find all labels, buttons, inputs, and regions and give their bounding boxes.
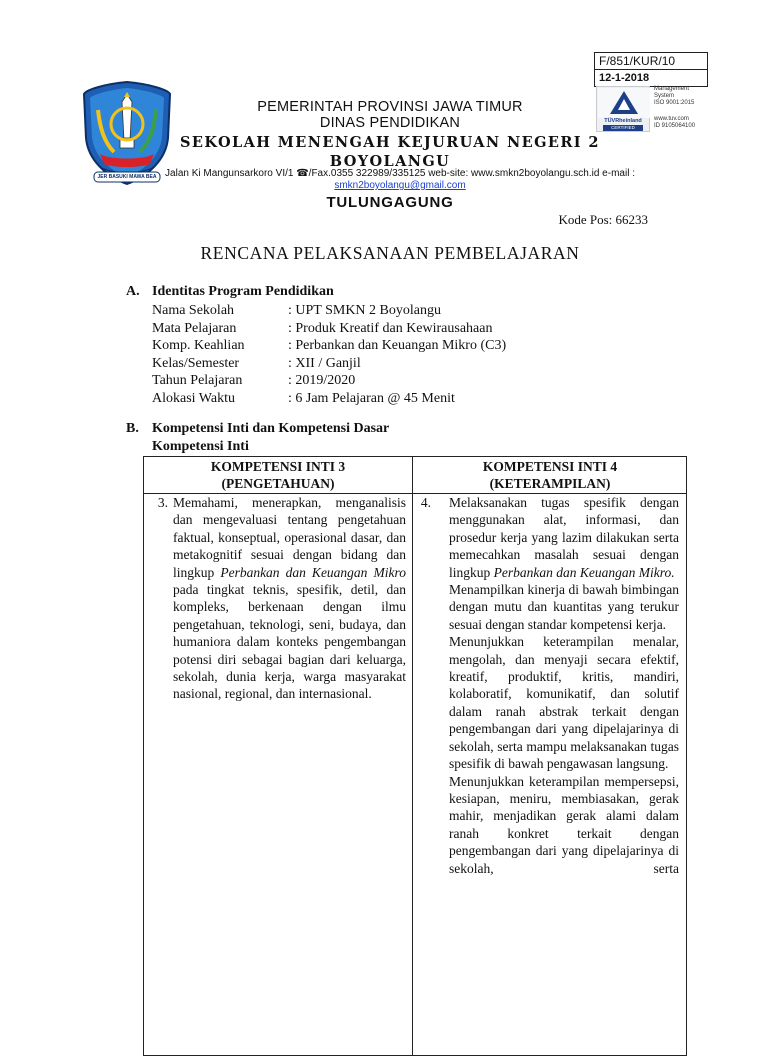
form-code: F/851/KUR/10 (595, 53, 707, 70)
competency-table (143, 456, 687, 1056)
cert-badge-label: CERTIFIED (603, 125, 643, 131)
form-date: 12-1-2018 (599, 72, 650, 84)
ki3-text-part: Memahami, menerapkan, menganalisis dan mengevaluasi tentang pengetahuan faktual, konseptual, operasional dasar, dan metakognitif sesuai dengan bidang dan lingkup (173, 495, 406, 580)
identity-row (152, 337, 506, 355)
address-line: Jalan Ki Mangunsarkoro VI/1 ☎/Fax.0355 322989/335125 web-site: www.smkn2boyolangu.sch.id e-mail : (165, 168, 635, 179)
identity-value: : XII / Ganjil (288, 355, 361, 371)
section-title: Identitas Program Pendidikan (152, 284, 334, 299)
section-letter: A. (126, 284, 140, 299)
column-header-ki3 (144, 458, 412, 492)
identity-row (152, 390, 506, 408)
identity-label: Tahun Pelajaran (152, 373, 243, 389)
cert-line: System (654, 93, 675, 99)
section-letter: B. (126, 421, 139, 436)
section-b-heading (126, 421, 389, 437)
emblem-motto: JER BASUKI MAWA BEA (97, 174, 157, 180)
ki4-paragraph: Menampilkan kinerja di bawah bimbingan dengan mutu dan kuantitas yang terukur sesuai dengan standar kompetensi kerja. (449, 582, 679, 632)
identity-value: : Perbankan dan Keuangan Mikro (C3) (288, 338, 507, 354)
cert-line: ISO 9001:2015 (654, 100, 695, 106)
identity-label: Alokasi Waktu (152, 390, 235, 406)
identity-value: : 6 Jam Pelajaran @ 45 Menit (288, 390, 455, 406)
tuv-rheinland-certified-badge-icon (596, 86, 650, 132)
item-number: 4. (420, 495, 431, 510)
form-code-box (594, 52, 708, 87)
city-name: TULUNGAGUNG (326, 194, 454, 211)
school-address (150, 168, 650, 192)
cert-text (654, 86, 706, 130)
school-name-line2: BOYOLANGU (329, 153, 451, 170)
school-name-line1: SEKOLAH MENENGAH KEJURUAN NEGERI 2 (180, 134, 600, 151)
column-subtitle: (KETERAMPILAN) (489, 476, 611, 491)
identity-value: : UPT SMKN 2 Boyolangu (288, 303, 441, 318)
cert-id: ID 9105064100 (654, 123, 696, 129)
certification-badge (596, 86, 706, 132)
identity-label: Komp. Keahlian (152, 338, 245, 354)
item-number: 3. (157, 495, 168, 510)
department-name: DINAS PENDIDIKAN (319, 115, 461, 131)
government-name: PEMERINTAH PROVINSI JAWA TIMUR (257, 99, 523, 115)
column-subtitle: (PENGETAHUAN) (221, 476, 335, 491)
section-title: Kompetensi Inti dan Kompetensi Dasar (152, 421, 390, 436)
identity-row (152, 355, 506, 373)
section-a-heading (126, 284, 334, 300)
ki4-text-part: Melaksanakan tugas spesifik dengan menggunakan alat, informasi, dan prosedur kerja yang lazim dilakukan serta memecahkan masalah sesuai dengan lingkup (449, 495, 679, 580)
column-title: KOMPETENSI INTI 4 (482, 459, 618, 474)
identity-row (152, 372, 506, 390)
ki3-text (173, 494, 406, 703)
identity-list (152, 302, 506, 408)
column-divider (412, 457, 413, 1055)
identity-label: Kelas/Semester (152, 355, 240, 371)
column-header-ki4 (413, 458, 687, 492)
identity-row (152, 320, 506, 338)
ki4-paragraph: Menunjukkan keterampilan menalar, mengolah, dan menyaji secara efektif, kreatif, produktif, kritis, mandiri, kolaboratif, komunikatif, dan solutif dalam ranah abstrak terkait dengan pengembangan dari yang dipelajarinya di sekolah, serta mampu melaksanakan tugas spesifik di bawah pengawasan langsung. (449, 634, 679, 772)
ki4-text (449, 494, 679, 877)
ki3-text-italic: Perbankan dan Keuangan Mikro (220, 564, 406, 580)
cert-brand: TÜVRheinland (604, 118, 642, 124)
cert-site: www.tuv.com (654, 116, 689, 122)
identity-label: Mata Pelajaran (152, 320, 237, 336)
identity-label: Nama Sekolah (152, 303, 235, 318)
ki3-text-part: pada tingkat teknis, spesifik, detil, dan kompleks, berkenaan dengan ilmu pengetahuan, teknologi, seni, budaya, dan humaniora dalam konteks pengembangan potensi diri sebagai bagian dari keluarga, sekolah, dunia kerja, warga masyarakat nasional, regional, dan internasional. (173, 582, 406, 702)
identity-row (152, 302, 506, 320)
email-link[interactable]: smkn2boyolangu@gmail.com (334, 180, 466, 191)
identity-value: : 2019/2020 (288, 373, 356, 389)
document-title: RENCANA PELAKSANAAN PEMBELAJARAN (200, 243, 580, 263)
identity-value: : Produk Kreatif dan Kewirausahaan (288, 320, 493, 336)
column-title: KOMPETENSI INTI 3 (210, 459, 346, 474)
postal-code: Kode Pos: 66233 (558, 212, 648, 227)
ki4-paragraph: Menunjukkan keterampilan mempersepsi, kesiapan, meniru, membiasakan, gerak mahir, menjadikan gerak alami dalam ranah konkret terkait dengan pengembangan dari yang dipelajarinya di sekolah, serta (449, 773, 679, 876)
ki4-paragraph (449, 494, 679, 581)
cert-line: Management (654, 86, 690, 92)
ki4-text-italic: Perbankan dan Keuangan Mikro. (493, 564, 675, 580)
core-competency-subheading: Kompetensi Inti (152, 439, 249, 454)
